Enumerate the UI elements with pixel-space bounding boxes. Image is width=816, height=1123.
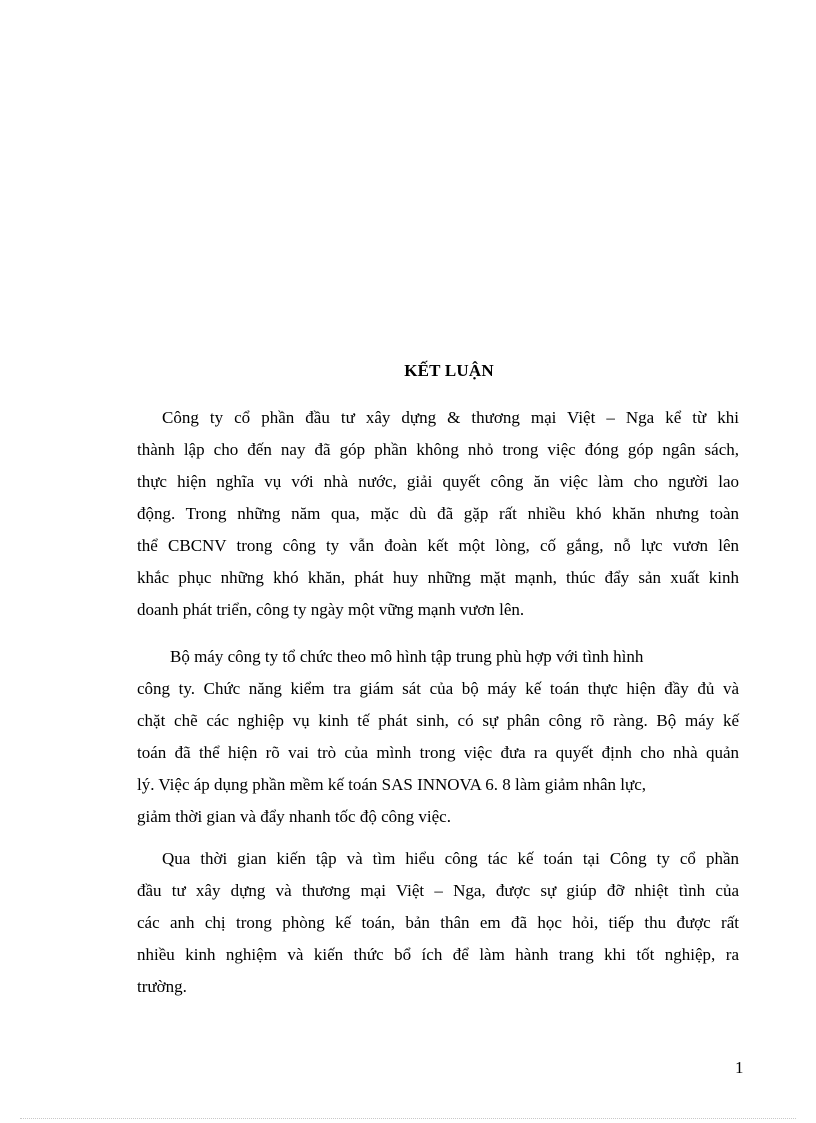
paragraph-line: Bộ máy công ty tổ chức theo mô hình tập trung phù hợp với tình hình (170, 647, 644, 666)
paragraph-line: nhiều kinh nghiệm và kiến thức bổ ích để làm hành trang khi tốt nghiệp, ra (137, 945, 739, 964)
paragraph-line: giảm thời gian và đẩy nhanh tốc độ công việc. (137, 807, 451, 826)
paragraph-line: thành lập cho đến nay đã góp phần không nhỏ trong việc đóng góp ngân sách, (137, 440, 739, 459)
footer-divider (20, 1118, 796, 1119)
paragraph-line: đầu tư xây dựng và thương mại Việt – Nga, được sự giúp đỡ nhiệt tình của (137, 881, 739, 900)
paragraph-line: toán đã thể hiện rõ vai trò của mình trong việc đưa ra quyết định cho nhà quản (137, 743, 739, 762)
paragraph-3 (137, 843, 739, 1003)
paragraph-line: động. Trong những năm qua, mặc dù đã gặp rất nhiều khó khăn nhưng toàn (137, 504, 739, 523)
paragraph-line: thể CBCNV trong công ty vẫn đoàn kết một lòng, cố gắng, nỗ lực vươn lên (137, 536, 739, 555)
paragraph-2 (137, 641, 739, 833)
paragraph-line: khắc phục những khó khăn, phát huy những mặt mạnh, thúc đẩy sản xuất kinh (137, 568, 739, 587)
page-title: KẾT LUẬN (404, 361, 494, 380)
paragraph-line: các anh chị trong phòng kế toán, bản thân em đã học hỏi, tiếp thu được rất (137, 913, 739, 932)
paragraph-line: lý. Việc áp dụng phần mềm kế toán SAS INNOVA 6. 8 làm giảm nhân lực, (137, 775, 646, 794)
paragraph-line: trường. (137, 977, 187, 996)
paragraph-line: Qua thời gian kiến tập và tìm hiểu công tác kế toán tại Công ty cổ phần (162, 849, 739, 868)
paragraph-line: doanh phát triển, công ty ngày một vững mạnh vươn lên. (137, 600, 525, 619)
paragraph-line: chặt chẽ các nghiệp vụ kinh tế phát sinh, có sự phân công rõ ràng. Bộ máy kế (137, 711, 739, 730)
paragraph-line: thực hiện nghĩa vụ với nhà nước, giải quyết công ăn việc làm cho người lao (137, 472, 739, 491)
page-number: 1 (735, 1058, 744, 1077)
paragraph-line: công ty. Chức năng kiểm tra giám sát của bộ máy kế toán thực hiện đầy đủ và (137, 679, 739, 698)
paragraph-line: Công ty cổ phần đầu tư xây dựng & thương mại Việt – Nga kể từ khi (162, 408, 739, 427)
paragraph-1 (137, 402, 739, 626)
